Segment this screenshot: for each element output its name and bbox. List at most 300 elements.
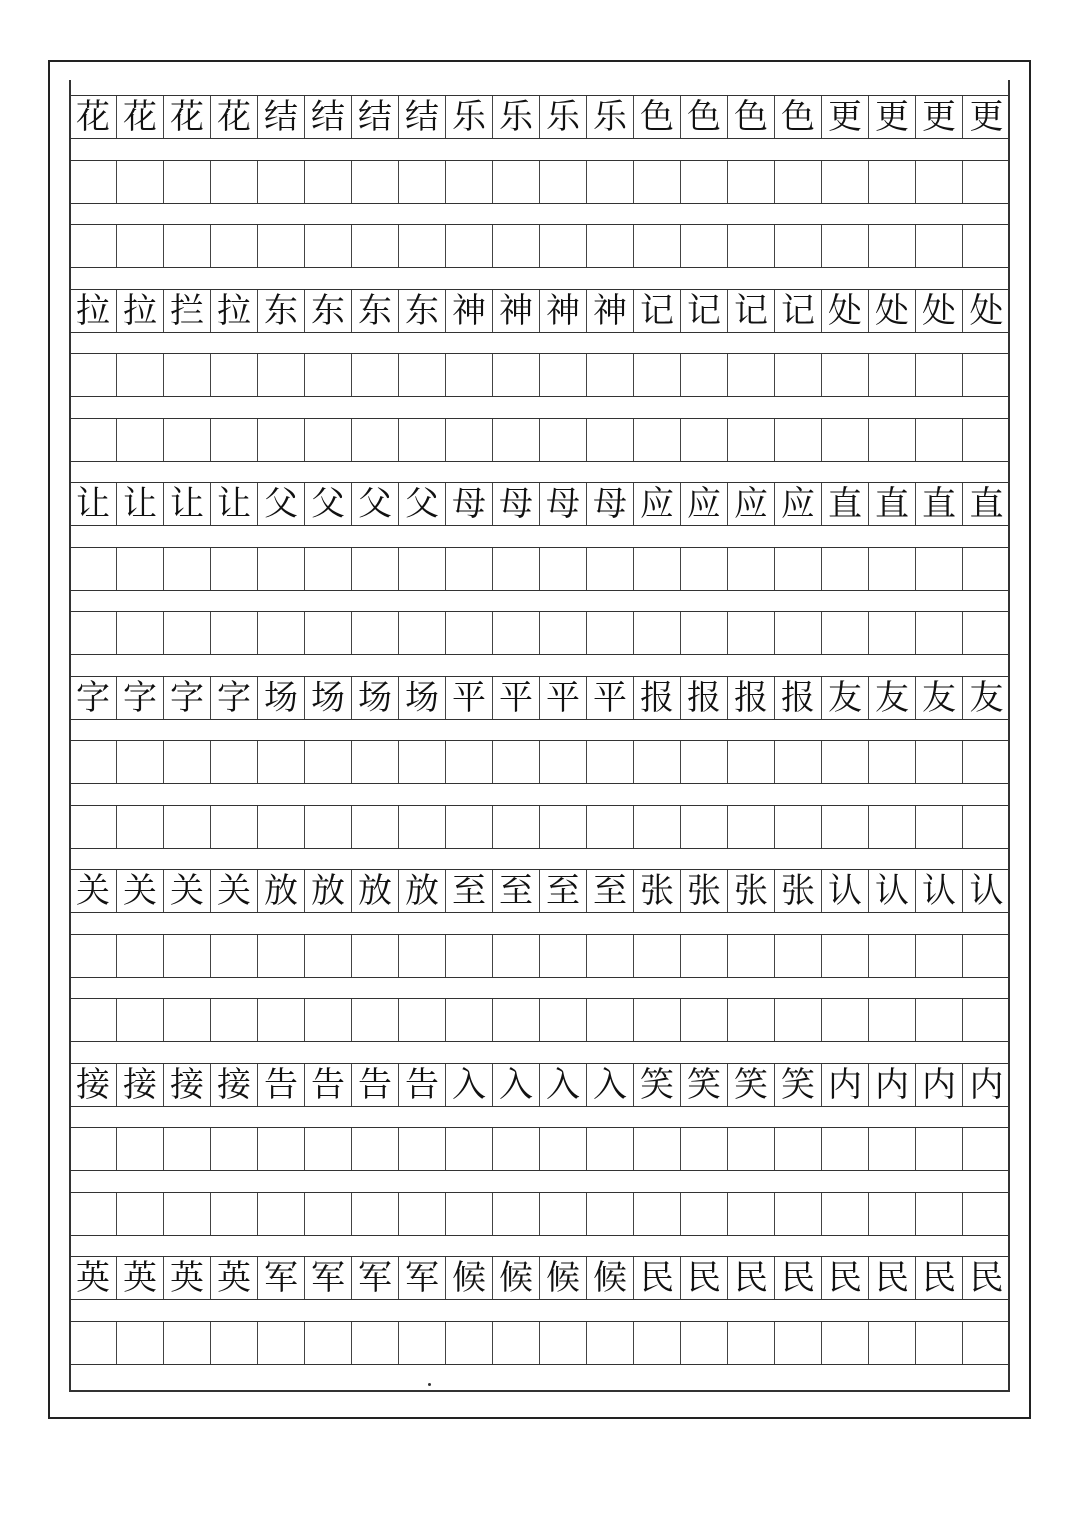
character-cell: 神 [587, 290, 634, 332]
empty-cell [258, 225, 305, 267]
character-cell: 东 [258, 290, 305, 332]
empty-cell [587, 999, 634, 1041]
character-cell: 场 [305, 677, 352, 719]
empty-cell [963, 741, 1010, 783]
empty-cell [822, 741, 869, 783]
empty-cell [775, 1322, 822, 1364]
empty-cell [963, 548, 1010, 590]
character-cell: 认 [822, 870, 869, 912]
blank-practice-row [70, 1192, 1010, 1236]
empty-cell [446, 419, 493, 461]
empty-cell [352, 225, 399, 267]
empty-cell [70, 741, 117, 783]
empty-cell [869, 548, 916, 590]
character-cell: 民 [869, 1257, 916, 1299]
empty-cell [916, 1128, 963, 1170]
character-cell: 母 [446, 483, 493, 525]
empty-cell [587, 419, 634, 461]
empty-cell [446, 1128, 493, 1170]
empty-cell [728, 741, 775, 783]
blank-practice-row [70, 353, 1010, 397]
character-cell: 至 [493, 870, 540, 912]
empty-cell [681, 999, 728, 1041]
empty-cell [587, 1193, 634, 1235]
empty-cell [399, 419, 446, 461]
character-cell: 色 [728, 96, 775, 138]
empty-cell [211, 1193, 258, 1235]
character-cell: 张 [634, 870, 681, 912]
empty-cell [728, 999, 775, 1041]
empty-cell [305, 548, 352, 590]
empty-cell [963, 1128, 1010, 1170]
empty-cell [211, 935, 258, 977]
character-cell: 直 [822, 483, 869, 525]
character-cell: 民 [916, 1257, 963, 1299]
empty-cell [822, 612, 869, 654]
empty-cell [822, 225, 869, 267]
empty-cell [117, 1322, 164, 1364]
character-cell: 更 [869, 96, 916, 138]
character-row [70, 482, 1010, 526]
empty-cell [258, 1322, 305, 1364]
character-cell: 神 [446, 290, 493, 332]
empty-cell [305, 935, 352, 977]
character-cell: 英 [70, 1257, 117, 1299]
blank-practice-row [70, 1127, 1010, 1171]
character-cell: 告 [258, 1064, 305, 1106]
empty-cell [869, 806, 916, 848]
character-cell: 让 [164, 483, 211, 525]
character-cell: 友 [969, 677, 1004, 718]
character-cell: 友 [822, 677, 869, 719]
character-cell: 报 [728, 677, 775, 719]
empty-cell [869, 1322, 916, 1364]
character-cell: 东 [305, 290, 352, 332]
blank-practice-row [70, 611, 1010, 655]
empty-cell [869, 1128, 916, 1170]
character-cell: 让 [117, 483, 164, 525]
character-cell: 直 [916, 483, 963, 525]
empty-cell [822, 999, 869, 1041]
empty-cell [446, 548, 493, 590]
empty-cell [117, 935, 164, 977]
character-cell: 乐 [587, 96, 634, 138]
blank-practice-row [70, 224, 1010, 268]
character-cell: 民 [969, 1258, 1004, 1298]
character-cell: 色 [634, 96, 681, 138]
empty-cell [587, 225, 634, 267]
empty-cell [352, 741, 399, 783]
character-cell: 至 [540, 870, 587, 912]
empty-cell [634, 741, 681, 783]
empty-cell [70, 999, 117, 1041]
empty-cell [869, 612, 916, 654]
empty-cell [869, 161, 916, 203]
empty-cell [728, 806, 775, 848]
empty-cell [916, 806, 963, 848]
empty-cell [540, 999, 587, 1041]
empty-cell [634, 1322, 681, 1364]
empty-cell [916, 935, 963, 977]
empty-cell [305, 1193, 352, 1235]
character-cell: 母 [540, 483, 587, 525]
character-cell: 神 [493, 290, 540, 332]
empty-cell [869, 741, 916, 783]
empty-cell [164, 1128, 211, 1170]
empty-cell [493, 225, 540, 267]
empty-cell [869, 225, 916, 267]
character-cell: 内 [969, 1064, 1004, 1105]
empty-cell [493, 1322, 540, 1364]
character-cell: 候 [587, 1257, 634, 1299]
empty-cell [70, 161, 117, 203]
empty-cell [587, 548, 634, 590]
empty-cell [916, 612, 963, 654]
empty-cell [822, 354, 869, 396]
empty-cell [916, 419, 963, 461]
character-cell: 内 [822, 1064, 869, 1106]
character-cell: 认 [969, 871, 1004, 911]
empty-cell [775, 548, 822, 590]
character-cell: 放 [305, 870, 352, 912]
empty-cell [869, 1193, 916, 1235]
empty-cell [305, 225, 352, 267]
character-cell: 关 [164, 870, 211, 912]
empty-cell [446, 161, 493, 203]
empty-cell [963, 225, 1010, 267]
empty-cell [775, 354, 822, 396]
character-cell: 父 [305, 483, 352, 525]
character-cell: 军 [258, 1257, 305, 1299]
empty-cell [493, 1128, 540, 1170]
empty-cell [305, 999, 352, 1041]
empty-cell [493, 161, 540, 203]
empty-cell [681, 225, 728, 267]
empty-cell [305, 161, 352, 203]
character-cell: 记 [634, 290, 681, 332]
character-cell: 内 [916, 1064, 963, 1106]
empty-cell [540, 806, 587, 848]
empty-cell [963, 161, 1010, 203]
empty-cell [117, 999, 164, 1041]
character-cell: 内 [869, 1064, 916, 1106]
empty-cell [211, 999, 258, 1041]
character-cell: 放 [399, 870, 446, 912]
character-cell: 记 [775, 290, 822, 332]
character-cell: 直 [969, 484, 1004, 524]
character-cell: 民 [728, 1257, 775, 1299]
empty-cell [399, 548, 446, 590]
character-cell: 场 [352, 677, 399, 719]
character-cell: 字 [164, 677, 211, 719]
character-cell: 场 [258, 677, 305, 719]
empty-cell [681, 1322, 728, 1364]
character-row [70, 676, 1010, 720]
empty-cell [775, 999, 822, 1041]
empty-cell [587, 1322, 634, 1364]
empty-cell [258, 741, 305, 783]
blank-practice-row [70, 740, 1010, 784]
character-cell: 张 [728, 870, 775, 912]
character-cell: 笑 [728, 1064, 775, 1106]
character-cell: 拉 [211, 290, 258, 332]
empty-cell [587, 161, 634, 203]
character-cell: 平 [540, 677, 587, 719]
empty-cell [117, 741, 164, 783]
empty-cell [540, 1128, 587, 1170]
empty-cell [352, 548, 399, 590]
empty-cell [587, 354, 634, 396]
character-cell: 结 [305, 96, 352, 138]
empty-cell [70, 419, 117, 461]
empty-cell [540, 1322, 587, 1364]
character-cell: 平 [493, 677, 540, 719]
character-cell: 放 [352, 870, 399, 912]
empty-cell [728, 1128, 775, 1170]
character-cell: 更 [822, 96, 869, 138]
character-cell: 更 [969, 97, 1004, 137]
character-cell: 报 [681, 677, 728, 719]
empty-cell [634, 999, 681, 1041]
empty-cell [399, 935, 446, 977]
character-cell: 认 [869, 870, 916, 912]
empty-cell [305, 354, 352, 396]
character-cell: 花 [211, 96, 258, 138]
character-cell: 笑 [681, 1064, 728, 1106]
empty-cell [587, 1128, 634, 1170]
empty-cell [963, 999, 1010, 1041]
empty-cell [164, 225, 211, 267]
character-cell: 记 [728, 290, 775, 332]
empty-cell [587, 612, 634, 654]
character-cell: 关 [70, 870, 117, 912]
empty-cell [728, 225, 775, 267]
character-cell: 场 [399, 677, 446, 719]
character-cell: 应 [681, 483, 728, 525]
character-cell: 字 [117, 677, 164, 719]
empty-cell [493, 806, 540, 848]
character-cell: 英 [164, 1257, 211, 1299]
character-cell: 让 [70, 483, 117, 525]
empty-cell [681, 806, 728, 848]
character-cell: 放 [258, 870, 305, 912]
empty-cell [869, 935, 916, 977]
empty-cell [211, 806, 258, 848]
empty-cell [258, 999, 305, 1041]
empty-cell [211, 419, 258, 461]
empty-cell [916, 1322, 963, 1364]
empty-cell [963, 806, 1010, 848]
empty-cell [399, 612, 446, 654]
empty-cell [211, 225, 258, 267]
empty-cell [728, 161, 775, 203]
character-cell: 结 [399, 96, 446, 138]
character-cell: 接 [70, 1064, 117, 1106]
blank-practice-row [70, 1321, 1010, 1365]
character-cell: 至 [587, 870, 634, 912]
empty-cell [305, 419, 352, 461]
empty-cell [258, 548, 305, 590]
empty-cell [681, 741, 728, 783]
empty-cell [587, 806, 634, 848]
empty-cell [399, 806, 446, 848]
character-cell: 花 [117, 96, 164, 138]
empty-cell [681, 1193, 728, 1235]
empty-cell [869, 419, 916, 461]
character-cell: 平 [587, 677, 634, 719]
empty-cell [70, 1322, 117, 1364]
character-cell: 关 [211, 870, 258, 912]
blank-practice-row [70, 998, 1010, 1042]
empty-cell [211, 1128, 258, 1170]
character-cell: 笑 [634, 1064, 681, 1106]
empty-cell [258, 419, 305, 461]
empty-cell [634, 612, 681, 654]
empty-cell [352, 935, 399, 977]
character-cell: 报 [634, 677, 681, 719]
character-cell: 英 [211, 1257, 258, 1299]
character-cell: 张 [775, 870, 822, 912]
character-cell: 友 [916, 677, 963, 719]
character-cell: 笑 [775, 1064, 822, 1106]
empty-cell [258, 354, 305, 396]
empty-cell [117, 354, 164, 396]
empty-cell [634, 225, 681, 267]
empty-cell [70, 225, 117, 267]
character-cell: 报 [775, 677, 822, 719]
empty-cell [822, 1128, 869, 1170]
character-cell: 应 [728, 483, 775, 525]
empty-cell [822, 161, 869, 203]
character-cell: 处 [916, 290, 963, 332]
empty-cell [117, 161, 164, 203]
empty-cell [211, 548, 258, 590]
character-cell: 花 [164, 96, 211, 138]
character-cell: 接 [117, 1064, 164, 1106]
empty-cell [869, 999, 916, 1041]
empty-cell [446, 225, 493, 267]
character-cell: 色 [681, 96, 728, 138]
empty-cell [587, 741, 634, 783]
empty-cell [822, 1322, 869, 1364]
character-cell: 直 [869, 483, 916, 525]
character-cell: 神 [540, 290, 587, 332]
empty-cell [681, 354, 728, 396]
empty-cell [399, 225, 446, 267]
character-cell: 应 [775, 483, 822, 525]
character-cell: 军 [305, 1257, 352, 1299]
empty-cell [540, 225, 587, 267]
empty-cell [399, 999, 446, 1041]
empty-cell [540, 354, 587, 396]
empty-cell [399, 1322, 446, 1364]
empty-cell [493, 1193, 540, 1235]
character-cell: 乐 [493, 96, 540, 138]
empty-cell [681, 548, 728, 590]
empty-cell [493, 999, 540, 1041]
empty-cell [446, 806, 493, 848]
empty-cell [211, 1322, 258, 1364]
empty-cell [775, 935, 822, 977]
character-cell: 拉 [117, 290, 164, 332]
empty-cell [540, 548, 587, 590]
empty-cell [399, 161, 446, 203]
character-cell: 候 [493, 1257, 540, 1299]
empty-cell [352, 161, 399, 203]
empty-cell [775, 806, 822, 848]
character-cell: 民 [634, 1257, 681, 1299]
empty-cell [634, 806, 681, 848]
empty-cell [70, 1128, 117, 1170]
character-cell: 入 [446, 1064, 493, 1106]
character-cell: 东 [399, 290, 446, 332]
empty-cell [258, 1128, 305, 1170]
empty-cell [775, 741, 822, 783]
empty-cell [352, 1322, 399, 1364]
empty-cell [728, 354, 775, 396]
character-cell: 候 [446, 1257, 493, 1299]
empty-cell [916, 225, 963, 267]
empty-cell [822, 806, 869, 848]
empty-cell [305, 1128, 352, 1170]
empty-cell [70, 354, 117, 396]
character-cell: 色 [775, 96, 822, 138]
blank-practice-row [70, 805, 1010, 849]
character-cell: 军 [399, 1257, 446, 1299]
empty-cell [70, 935, 117, 977]
character-cell: 拦 [164, 290, 211, 332]
empty-cell [258, 1193, 305, 1235]
empty-cell [399, 354, 446, 396]
empty-cell [963, 1193, 1010, 1235]
empty-cell [822, 419, 869, 461]
empty-cell [822, 935, 869, 977]
empty-cell [446, 354, 493, 396]
character-cell: 父 [352, 483, 399, 525]
empty-cell [164, 1193, 211, 1235]
empty-cell [258, 806, 305, 848]
pen-dot [428, 1383, 431, 1386]
empty-cell [164, 806, 211, 848]
character-cell: 东 [352, 290, 399, 332]
empty-cell [493, 548, 540, 590]
empty-cell [916, 999, 963, 1041]
empty-cell [446, 1322, 493, 1364]
character-cell: 处 [869, 290, 916, 332]
empty-cell [634, 354, 681, 396]
empty-cell [681, 935, 728, 977]
empty-cell [164, 548, 211, 590]
empty-cell [164, 354, 211, 396]
empty-cell [540, 612, 587, 654]
character-cell: 友 [869, 677, 916, 719]
empty-cell [822, 1193, 869, 1235]
empty-cell [352, 1193, 399, 1235]
empty-cell [117, 1193, 164, 1235]
character-cell: 乐 [540, 96, 587, 138]
character-cell: 告 [399, 1064, 446, 1106]
empty-cell [775, 1193, 822, 1235]
empty-cell [775, 161, 822, 203]
character-cell: 应 [634, 483, 681, 525]
empty-cell [446, 999, 493, 1041]
empty-cell [352, 354, 399, 396]
empty-cell [446, 935, 493, 977]
character-cell: 告 [305, 1064, 352, 1106]
empty-cell [70, 1193, 117, 1235]
empty-cell [728, 935, 775, 977]
character-cell: 处 [969, 290, 1004, 331]
